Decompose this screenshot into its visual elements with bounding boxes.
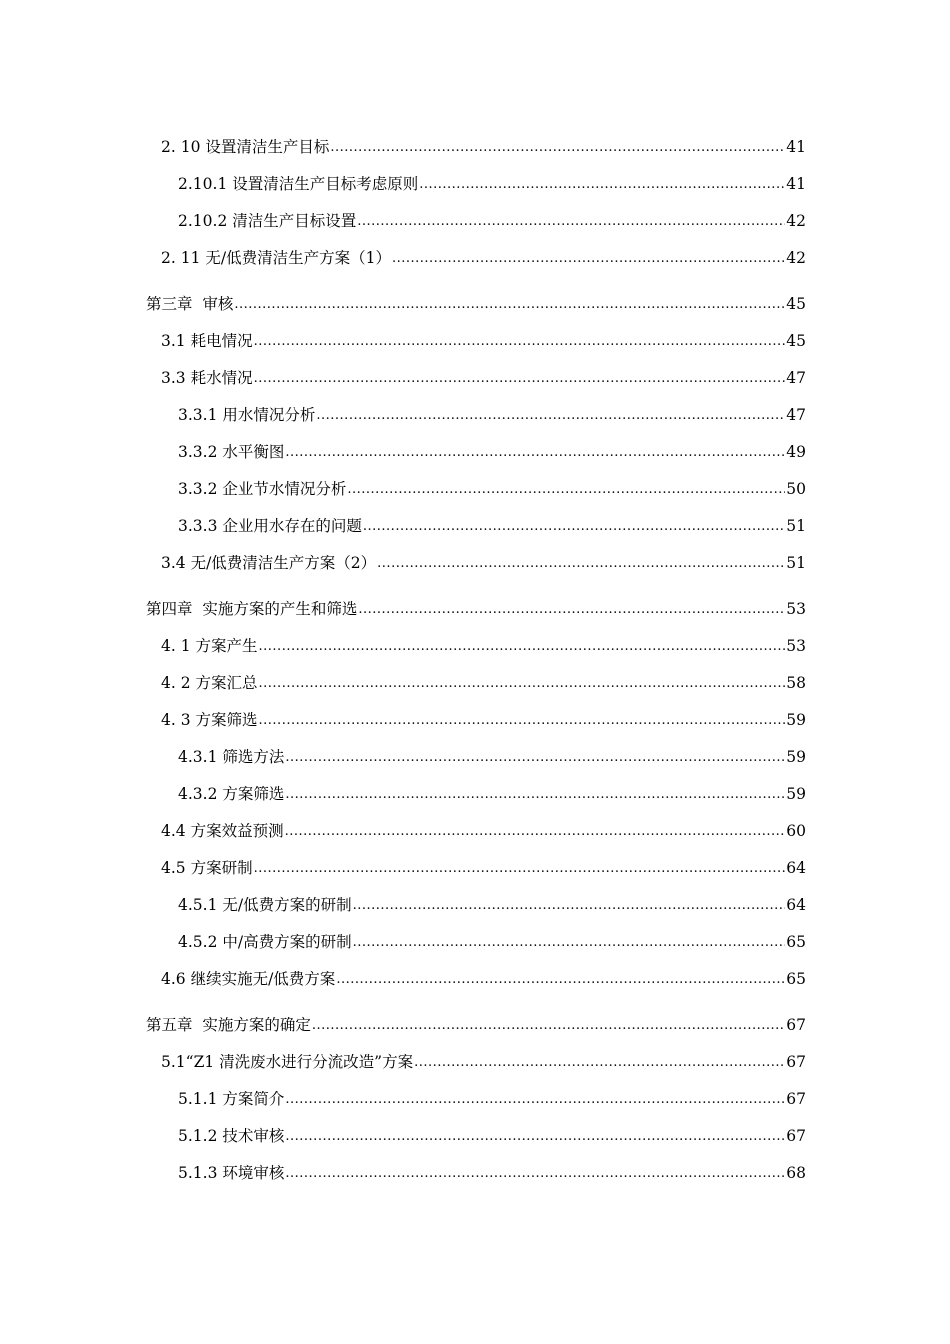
toc-entry[interactable]	[146, 841, 806, 878]
toc-entry-number: 2. 11	[161, 249, 206, 267]
toc-entry-page-number: 45	[786, 295, 806, 313]
toc-entry-number: 4.5.1	[178, 896, 223, 914]
toc-dot-leader	[234, 296, 785, 314]
toc-entry[interactable]	[146, 1146, 806, 1183]
toc-entry-title: 用水情况分析	[222, 406, 316, 424]
toc-entry-page-number: 51	[786, 517, 806, 535]
toc-entry-number: 3.3	[161, 369, 191, 387]
toc-entry-title: “Z1 清洗废水进行分流改造”方案	[185, 1053, 414, 1071]
toc-entry-page-number: 67	[786, 1016, 806, 1034]
toc-entry[interactable]	[146, 693, 806, 730]
toc-dot-leader	[363, 518, 785, 536]
toc-entry-page-number: 67	[786, 1053, 806, 1071]
toc-dot-leader	[414, 1054, 785, 1072]
toc-dot-leader	[316, 407, 785, 425]
toc-entry-number: 2. 10	[161, 138, 206, 156]
toc-entry-title: 实施方案的确定	[202, 1016, 311, 1034]
toc-entry-page-number: 64	[786, 859, 806, 877]
toc-entry-page-number: 47	[786, 406, 806, 424]
toc-entry-number: 3.3.1	[178, 406, 223, 424]
toc-entry-title: 清洁生产目标设置	[232, 212, 357, 230]
toc-dot-leader	[259, 638, 786, 656]
toc-entry[interactable]	[146, 194, 806, 231]
toc-entry-page-number: 41	[786, 175, 806, 193]
toc-dot-leader	[285, 1128, 785, 1146]
toc-entry[interactable]	[146, 989, 806, 1035]
toc-entry-page-number: 58	[786, 674, 806, 692]
toc-entry[interactable]	[146, 157, 806, 194]
toc-entry-number: 5.1	[161, 1053, 186, 1071]
toc-entry[interactable]	[146, 573, 806, 619]
toc-entry[interactable]	[146, 351, 806, 388]
toc-entry-page-number: 53	[786, 600, 806, 618]
toc-entry-title: 设置清洁生产目标考虑原则	[232, 175, 419, 193]
toc-entry[interactable]	[146, 268, 806, 314]
toc-entry-page-number: 67	[786, 1127, 806, 1145]
toc-entry-title: 技术审核	[222, 1127, 285, 1145]
toc-entry[interactable]	[146, 952, 806, 989]
toc-entry-title: 无/低费清洁生产方案（1）	[205, 249, 391, 267]
toc-dot-leader	[254, 333, 786, 351]
toc-entry-page-number: 65	[786, 933, 806, 951]
toc-entry-title: 环境审核	[222, 1164, 285, 1182]
toc-entry-page-number: 51	[786, 554, 806, 572]
toc-entry-page-number: 60	[786, 822, 806, 840]
toc-entry-page-number: 65	[786, 970, 806, 988]
toc-entry-number: 3.3.3	[178, 517, 223, 535]
toc-entry-page-number: 42	[786, 212, 806, 230]
toc-entry-number: 5.1.3	[178, 1164, 223, 1182]
toc-entry-title: 方案研制	[190, 859, 253, 877]
toc-dot-leader	[254, 860, 786, 878]
toc-entry[interactable]	[146, 425, 806, 462]
toc-entry[interactable]	[146, 878, 806, 915]
toc-entry-title: 方案产生	[195, 637, 258, 655]
toc-entry[interactable]	[146, 1035, 806, 1072]
toc-entry-number: 4. 1	[161, 637, 196, 655]
toc-entry-title: 方案筛选	[222, 785, 285, 803]
toc-entry-title: 耗水情况	[190, 369, 253, 387]
toc-entry-number: 3.3.2	[178, 443, 223, 461]
toc-dot-leader	[285, 749, 785, 767]
toc-entry-title: 无/低费方案的研制	[222, 896, 352, 914]
toc-entry-number: 第五章	[146, 1016, 203, 1034]
toc-dot-leader	[358, 601, 785, 619]
toc-entry-title: 企业节水情况分析	[222, 480, 347, 498]
toc-entry-number: 3.4	[161, 554, 191, 572]
toc-dot-leader	[353, 934, 786, 952]
toc-entry[interactable]	[146, 120, 806, 157]
toc-entry-number: 4.6	[161, 970, 191, 988]
toc-dot-leader	[259, 712, 786, 730]
toc-entry-number: 4. 3	[161, 711, 196, 729]
toc-entry-number: 2.10.2	[178, 212, 233, 230]
toc-entry-title: 方案简介	[222, 1090, 285, 1108]
toc-entry-page-number: 59	[786, 785, 806, 803]
toc-entry[interactable]	[146, 462, 806, 499]
toc-entry[interactable]	[146, 314, 806, 351]
toc-dot-leader	[336, 971, 785, 989]
toc-entry[interactable]	[146, 656, 806, 693]
toc-dot-leader	[357, 213, 785, 231]
toc-entry[interactable]	[146, 1072, 806, 1109]
toc-entry-number: 3.3.2	[178, 480, 223, 498]
toc-entry-number: 4.5.2	[178, 933, 223, 951]
toc-dot-leader	[254, 370, 786, 388]
toc-dot-leader	[285, 444, 785, 462]
toc-dot-leader	[285, 823, 786, 841]
toc-entry[interactable]	[146, 231, 806, 268]
toc-entry-title: 水平衡图	[222, 443, 285, 461]
toc-entry-title: 耗电情况	[190, 332, 253, 350]
toc-entry-number: 4.3.2	[178, 785, 223, 803]
toc-dot-leader	[419, 176, 785, 194]
toc-dot-leader	[347, 481, 785, 499]
toc-entry[interactable]	[146, 499, 806, 536]
toc-entry-number: 5.1.2	[178, 1127, 223, 1145]
toc-dot-leader	[285, 1165, 785, 1183]
toc-entry-number: 5.1.1	[178, 1090, 223, 1108]
toc-entry-page-number: 59	[786, 748, 806, 766]
toc-entry-title: 企业用水存在的问题	[222, 517, 362, 535]
toc-entry-number: 4.4	[161, 822, 191, 840]
toc-entry-page-number: 42	[786, 249, 806, 267]
toc-entry[interactable]	[146, 915, 806, 952]
toc-dot-leader	[392, 250, 785, 268]
toc-entry-page-number: 67	[786, 1090, 806, 1108]
toc-entry-number: 4.5	[161, 859, 191, 877]
toc-entry-title: 审核	[202, 295, 234, 313]
toc-entry[interactable]	[146, 767, 806, 804]
toc-entry-title: 设置清洁生产目标	[205, 138, 330, 156]
toc-dot-leader	[285, 1091, 785, 1109]
toc-entry[interactable]	[146, 730, 806, 767]
toc-entry-title: 方案筛选	[195, 711, 258, 729]
toc-dot-leader	[285, 786, 785, 804]
toc-entry[interactable]	[146, 388, 806, 425]
toc-entry[interactable]	[146, 804, 806, 841]
toc-entry-title: 方案汇总	[195, 674, 258, 692]
toc-dot-leader	[330, 139, 785, 157]
toc-entry-number: 第三章	[146, 295, 203, 313]
toc-entry[interactable]	[146, 1109, 806, 1146]
toc-entry-page-number: 41	[786, 138, 806, 156]
toc-dot-leader	[377, 555, 785, 573]
toc-entry-title: 方案效益预测	[190, 822, 284, 840]
toc-entry-title: 无/低费清洁生产方案（2）	[190, 554, 377, 572]
toc-entry-title: 实施方案的产生和筛选	[202, 600, 358, 618]
toc-entry-number: 3.1	[161, 332, 191, 350]
toc-dot-leader	[353, 897, 786, 915]
toc-entry-number: 4. 2	[161, 674, 196, 692]
toc-entry[interactable]	[146, 536, 806, 573]
toc-entry-page-number: 68	[786, 1164, 806, 1182]
toc-entry-page-number: 45	[786, 332, 806, 350]
toc-entry-page-number: 64	[786, 896, 806, 914]
toc-entry-number: 4.3.1	[178, 748, 223, 766]
toc-entry-page-number: 49	[786, 443, 806, 461]
toc-entry-page-number: 53	[786, 637, 806, 655]
toc-entry-page-number: 50	[786, 480, 806, 498]
toc-entry-page-number: 47	[786, 369, 806, 387]
toc-entry-title: 筛选方法	[222, 748, 285, 766]
toc-entry-title: 中/高费方案的研制	[222, 933, 352, 951]
toc-entry-page-number: 59	[786, 711, 806, 729]
table-of-contents	[146, 120, 806, 1183]
toc-dot-leader	[312, 1017, 785, 1035]
toc-entry-number: 2.10.1	[178, 175, 233, 193]
toc-dot-leader	[259, 675, 786, 693]
toc-entry-number: 第四章	[146, 600, 203, 618]
toc-entry-title: 继续实施无/低费方案	[190, 970, 336, 988]
toc-entry[interactable]	[146, 619, 806, 656]
